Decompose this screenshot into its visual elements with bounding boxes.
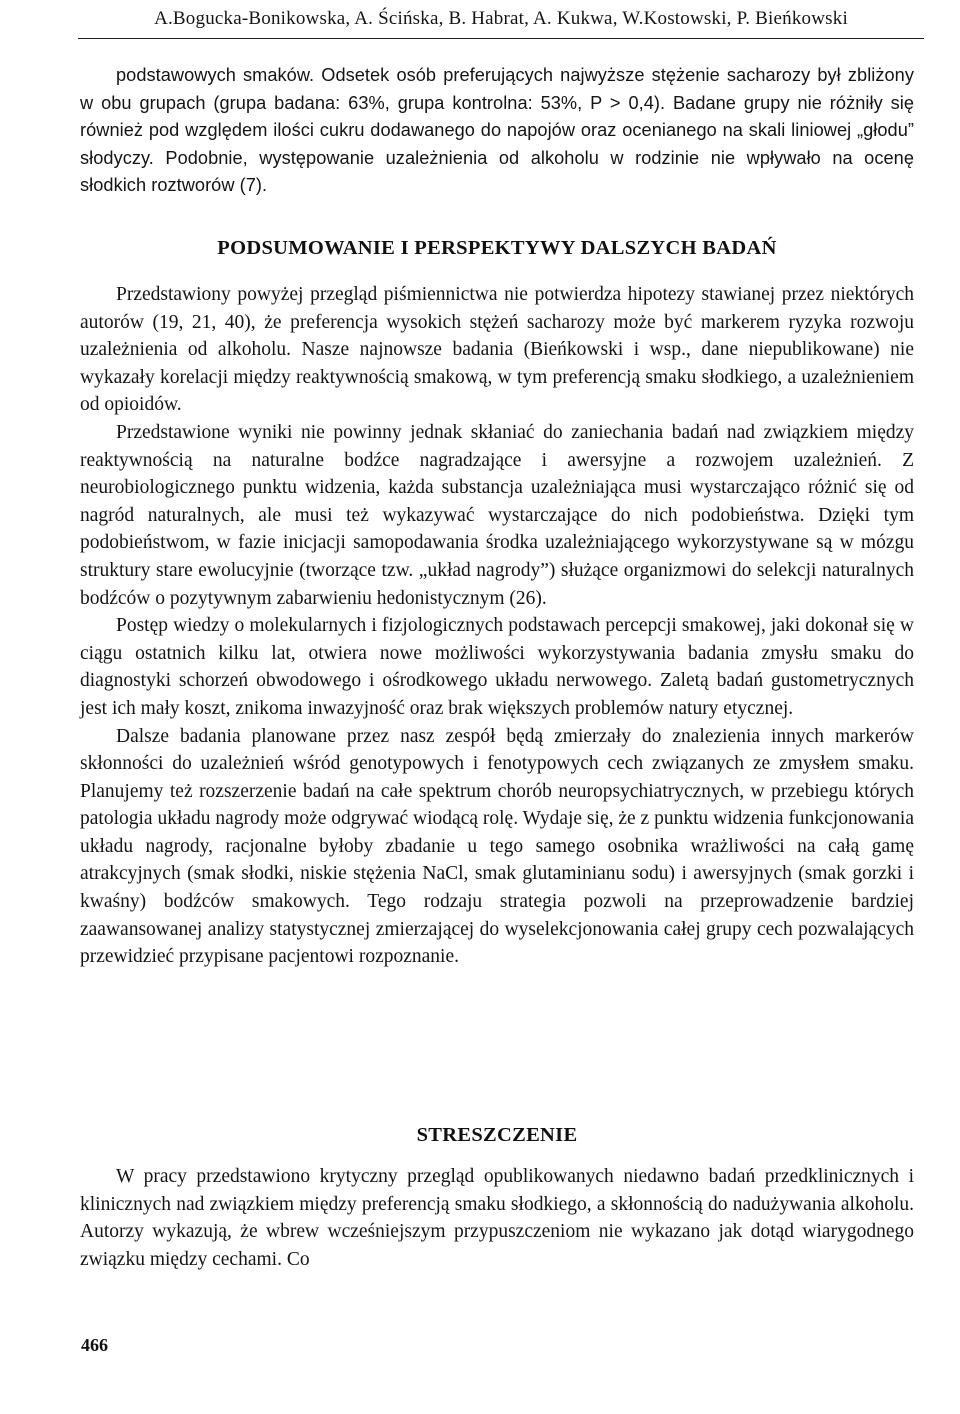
paragraph: Przedstawione wyniki nie powinny jednak skłaniać do zaniechania badań nad związkiem między reaktywnością na naturalne bodźce nagradzające i awersyjne a rozwojem uzależnień. Z neurobiologicznego punktu widzenia, każda substancja uzależniająca musi wystarczająco różnić się od nagród naturalnych, ale musi też wykazywać wystarczające do nich podobieństwa. Dzięki tym podobieństwom, w fazie inicjacji samopodawania środka uzależniającego wykorzystywane są w mózgu struktury stare ewolucyjnie (tworzące tzw. „układ nagrody”) służące organizmowi do selekcji naturalnych bodźców o pozytywnym zabarwieniu hedonistycznym (26). [80,421,914,609]
paragraph: Przedstawiony powyżej przegląd piśmiennictwa nie potwierdza hipotezy stawianej przez niektórych autorów (19, 21, 40), że preferencja wysokich stężeń sacharozy może być markerem ryzyka rozwoju uzależnienia od alkoholu. Nasze najnowsze badania (Bieńkowski i wsp., dane niepublikowane) nie wykazały korelacji między reaktywnością smakową, w tym preferencją smaku słodkiego, a uzależnieniem od opioidów. [80,284,914,416]
intro-paragraph: podstawowych smaków. Odsetek osób preferujących najwyższe stężenie sacharozy był zbliżony w obu grupach (grupa badana: 63%, grupa kontrolna: 53%, P > 0,4). Badane grupy nie różniły się również pod względem ilości cukru dodawanego do napojów oraz ocenianego na skali liniowej „głodu” słodyczy. Podobnie, występowanie uzależnienia od alkoholu w rodzinie nie wpływało na ocenę słodkich roztworów (7). [80,65,914,196]
section-heading-podsumowanie: PODSUMOWANIE I PERSPEKTYWY DALSZYCH BADAŃ [217,237,777,259]
running-head: A.Bogucka-Bonikowska, A. Ścińska, B. Habrat, A. Kukwa, W.Kostowski, P. Bieńkowski [154,8,848,29]
header-rule [78,38,924,39]
paragraph: Postęp wiedzy o molekularnych i fizjologicznych podstawach percepcji smakowej, jaki dokonał się w ciągu ostatnich kilku lat, otwiera nowe możliwości wykorzystywania badania zmysłu smaku do diagnostyki schorzeń obwodowego i ośrodkowego układu nerwowego. Zaletą badań gustometrycznych jest ich mały koszt, znikoma inwazyjność oraz brak większych problemów natury etycznej. [80,615,914,719]
streszczenie-body [80,1163,914,1273]
podsumowanie-body [80,281,914,971]
paragraph: Dalsze badania planowane przez nasz zespół będą zmierzały do znalezienia innych markerów skłonności do uzależnień wśród genotypowych i fenotypowych cech związanych ze zmysłem smaku. Planujemy też rozszerzenie badań na całe spektrum chorób neuropsychiatrycznych, w przebiegu których patologia układu nagrody może odgrywać wiodącą rolę. Wydaje się, że z punktu widzenia funkcjonowania układu nagrody, racjonalne byłoby zbadanie u tego samego osobnika wrażliwości na całą gamę atrakcyjnych (smak słodki, niskie stężenia NaCl, smak glutaminianu sodu) i awersyjnych (smak gorzki i kwaśny) bodźców smakowych. Tego rodzaju strategia pozwoli na przeprowadzenie bardziej zaawansowanej analizy statystycznej zmierzającej do wyselekcjonowania całej grupy cech pozwalających przewidzieć przypisane pacjentowi rozpoznanie. [80,725,914,968]
page-number: 466 [81,1335,108,1355]
paragraph: W pracy przedstawiono krytyczny przegląd opublikowanych niedawno badań przedklinicznych i klinicznych nad związkiem między preferencją smaku słodkiego, a skłonnością do nadużywania alkoholu. Autorzy wykazują, że wbrew wcześniejszym przypuszczeniom nie wykazano jak dotąd wiarygodnego związku między cechami. Co [80,1166,914,1270]
section-heading-streszczenie: STRESZCZENIE [416,1124,578,1146]
intro-paragraph-block [80,62,914,200]
